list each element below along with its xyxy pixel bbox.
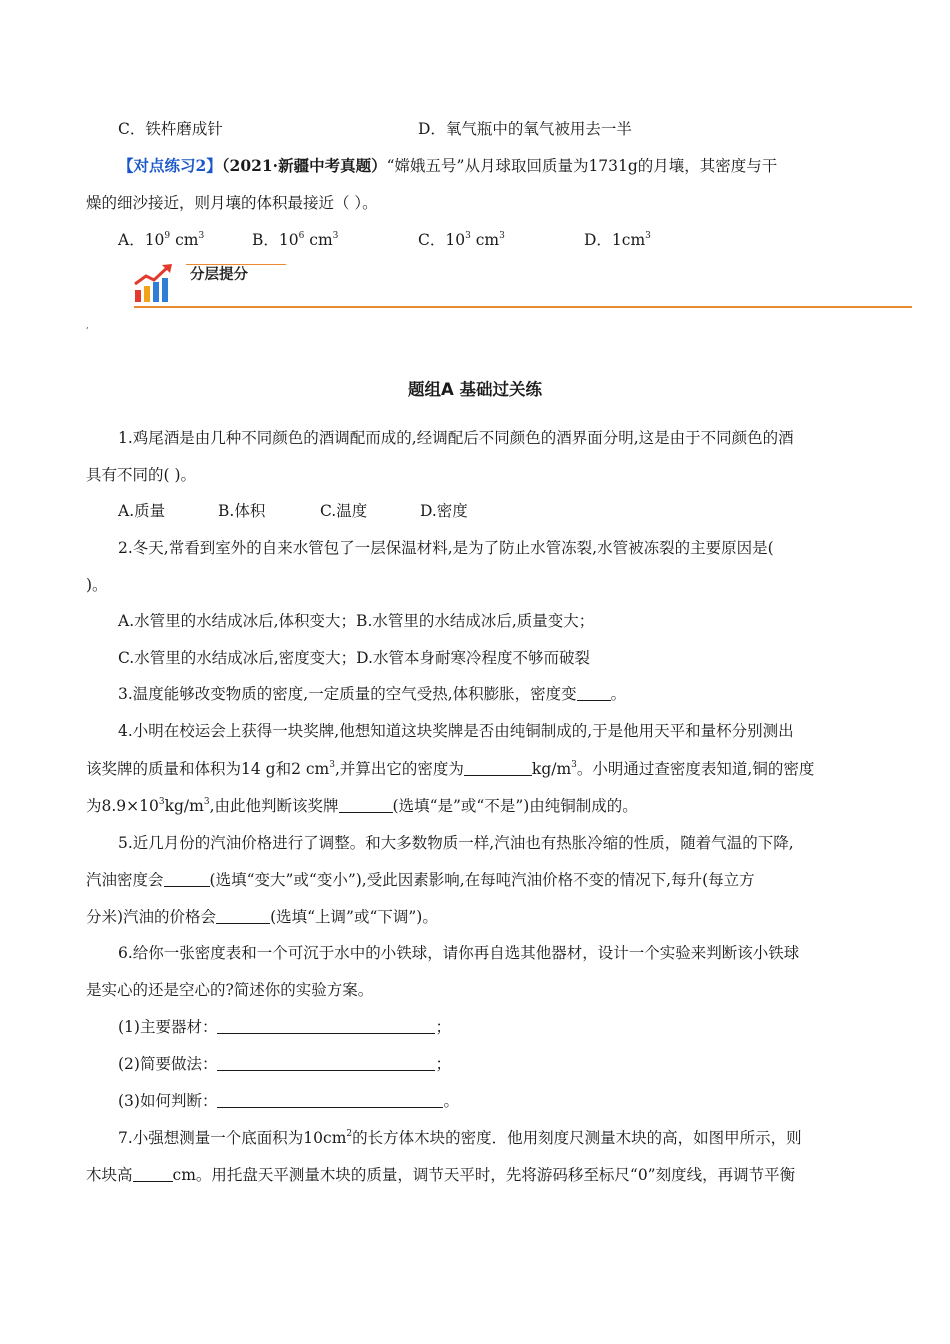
practice2-label: 【对点练习2】 [118,156,222,175]
q2-options-cd: C.水管里的水结成冰后,密度变大；D.水管本身耐寒冷程度不够而破裂 [118,649,590,667]
q7-line1: 7.小强想测量一个底面积为$10cm^2$的长方体木块的密度．他用刻度尺测量木块的高，如图甲所示，则 [118,1129,802,1147]
q3-line: 3.温度能够改变物质的密度,一定质量的空气受热,体积膨胀，密度变 。 [118,685,627,703]
banner-rule [134,306,912,308]
q1-text1: 1.鸡尾酒是由几种不同颜色的酒调配而成的,经调配后不同颜色的酒界面分明,这是由于不同颜色的酒 [118,429,794,447]
q2-text1: 2.冬天,常看到室外的自来水管包了一层保温材料,是为了防止水管冻裂,水管被冻裂的主要原因是( [118,539,774,557]
practice2-text1: “嫦娥五号”从月球取回质量为1731g的月壤，其密度与干 [386,157,778,175]
practice2-source: （2021·新疆中考真题） [221,156,387,175]
q2-text2: )。 [86,576,108,594]
q1-option-a: A.质量 [118,502,166,520]
practice2-text2: 燥的细沙接近，则月壤的体积最接近（ ）。 [86,194,378,212]
practice2-option-b: B．$10^6$ $cm^3$ [252,231,339,249]
practice2-option-a: A．$10^9$ $cm^3$ [118,231,205,249]
q2-options-ab: A.水管里的水结成冰后,体积变大；B.水管里的水结成冰后,质量变大； [118,612,595,630]
q4-judge-blank[interactable] [339,796,393,813]
q3-blank[interactable] [577,684,611,701]
top-option-d: D．氧气瓶中的氧气被用去一半 [418,120,632,138]
q5-text1: 5.近几月份的汽油价格进行了调整。和大多数物质一样,汽油也有热胀冷缩的性质，随着气温的下降, [118,834,794,852]
q6-item2: (2)简要做法： ； [118,1055,451,1073]
paragraph-mark: , [86,321,89,331]
bar-chart-up-icon [132,262,178,304]
q6-text2: 是实心的还是空心的?简述你的实验方案。 [86,981,374,999]
q5-density-blank[interactable] [164,870,210,887]
q4-line2: 该奖牌的质量和体积为14 g和2 $cm^3$,并算出它的密度为 $kg/m^3$。小明通过查密度表知道,铜的密度 [86,760,815,778]
banner-title: 分层提分 [190,267,248,283]
practice2-option-d: D．$1cm^3$ [584,231,651,249]
q4-text1: 4.小明在校运会上获得一块奖牌,他想知道这块奖牌是否由纯铜制成的,于是他用天平和量杯分别测出 [118,722,794,740]
q6-text1: 6.给你一张密度表和一个可沉于水中的小铁球，请你再自选其他器材，设计一个实验来判断该小铁球 [118,944,800,962]
q7-height-blank[interactable] [133,1165,173,1182]
q6-method-blank[interactable] [217,1054,435,1071]
q5-line2: 汽油密度会 (选填“变大”或“变小”),受此因素影响,在每吨汽油价格不变的情况下,每升(每立方 [86,871,755,889]
q6-item1: (1)主要器材： ； [118,1018,451,1036]
q4-line3: 为$8.9\times 10^3kg/m^3$,由此他判断该奖牌 (选填“是”或“不是”)由纯铜制成的。 [86,797,638,815]
q6-materials-blank[interactable] [217,1017,435,1034]
q7-line2: 木块高 cm。用托盘天平测量木块的质量，调节天平时，先将游码移至标尺“0”刻度线，再调节平衡 [86,1166,796,1184]
q6-item3: (3)如何判断： 。 [118,1092,459,1110]
practice2-option-c: C．$10^3$ $cm^3$ [418,231,505,249]
q5-price-blank[interactable] [216,907,270,924]
top-option-c: C．铁杵磨成针 [118,120,223,138]
q6-judge-blank[interactable] [217,1091,443,1108]
q5-line3: 分米)汽油的价格会 (选填“上调”或“下调”)。 [86,908,438,926]
q1-option-b: B.体积 [218,502,266,520]
q1-text2: 具有不同的( )。 [86,466,197,484]
practice2-line1 [118,155,777,177]
q4-density-blank[interactable] [464,759,532,776]
section-title: 题组A 基础过关练 [407,380,542,399]
q1-option-d: D.密度 [420,502,468,520]
q1-option-c: C.温度 [320,502,368,520]
